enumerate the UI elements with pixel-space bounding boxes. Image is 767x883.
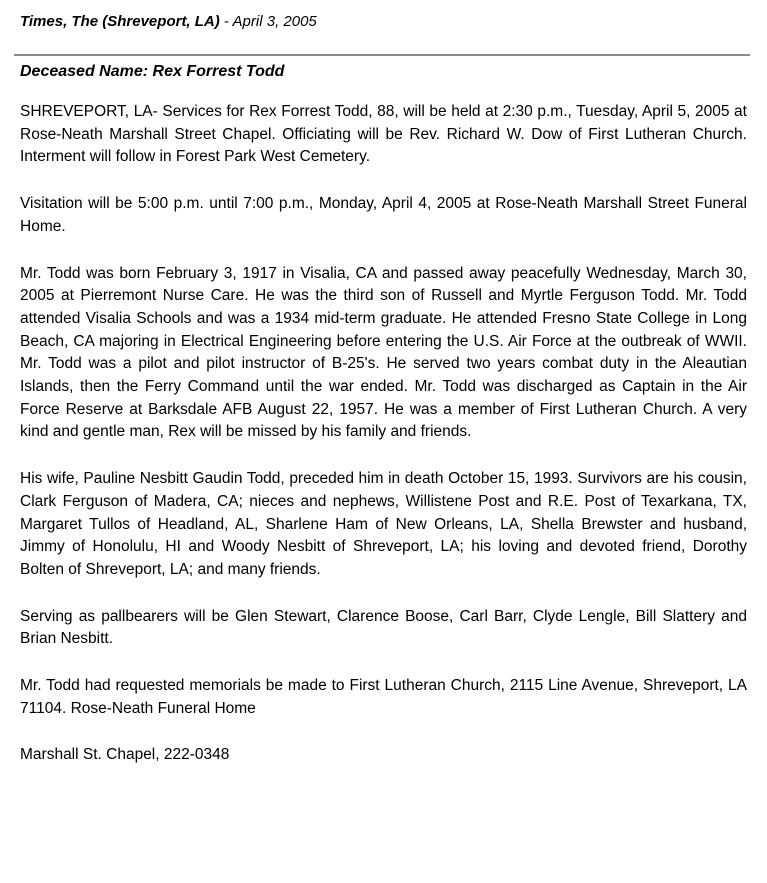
deceased-name-line [20, 63, 284, 81]
paragraph-pallbearers: Serving as pallbearers will be Glen Stewart, Clarence Boose, Carl Barr, Clyde Lengle, Bill Slattery and Brian Nesbitt. [20, 607, 747, 648]
publication-date: April 3, 2005 [232, 13, 317, 30]
paragraph-memorials: Mr. Todd had requested memorials be made to First Lutheran Church, 2115 Line Avenue, Shreveport, LA 71104. Rose-Neath Funeral Home [20, 677, 747, 717]
paragraph-services: SHREVEPORT, LA- Services for Rex Forrest Todd, 88, will be held at 2:30 p.m., Tuesday, April 5, 2005 at Rose-Neath Marshall Street Chapel. Officiating will be Rev. Richard W. Dow of First Lutheran Church. Interment will follow in Forest Park West Cemetery. [20, 103, 747, 166]
date-separator: - [219, 13, 233, 30]
paragraph-visitation: Visitation will be 5:00 p.m. until 7:00 p.m., Monday, April 4, 2005 at Rose-Neath Marshall Street Funeral Home. [20, 195, 747, 235]
newspaper-name: Times, The (Shreveport, LA) [20, 13, 220, 30]
deceased-label: Deceased Name: [20, 63, 153, 80]
deceased-name: Rex Forrest Todd [152, 63, 285, 80]
source-line [20, 13, 317, 30]
obituary-body [20, 101, 747, 767]
paragraph-biography: Mr. Todd was born February 3, 1917 in Visalia, CA and passed away peacefully Wednesday, March 30, 2005 at Pierremont Nurse Care. He was the third son of Russell and Myrtle Ferguson Todd. Mr. Todd attended Visalia Schools and was a 1934 mid-term graduate. He attended Fresno State College in Long Beach, CA majoring in Electrical Engineering before entering the U.S. Air Force at the outbreak of WWII. Mr. Todd was a pilot and pilot instructor of B-25's. He served two years combat duty in the Aleautian Islands, then the Ferry Command until the war ended. Mr. Todd was discharged as Captain in the Air Force Reserve at Barksdale AFB August 22, 1957. He was a member of First Lutheran Church. A very kind and gentle man, Rex will be missed by his family and friends. [20, 264, 747, 441]
paragraph-chapel-contact: Marshall St. Chapel, 222-0348 [20, 746, 230, 764]
header-divider [14, 54, 750, 56]
paragraph-survivors: His wife, Pauline Nesbitt Gaudin Todd, preceded him in death October 15, 1993. Survivors are his cousin, Clark Ferguson of Madera, CA; nieces and nephews, Willistene Post and R.E. Post of Texarkana, TX, Margaret Tullos of Headland, AL, Sharlene Ham of New Orleans, LA, Shella Brewster and husband, Jimmy of Honolulu, HI and Woody Nesbitt of Shreveport, LA; his loving and devoted friend, Dorothy Bolten of Shreveport, LA; and many friends. [20, 470, 747, 578]
